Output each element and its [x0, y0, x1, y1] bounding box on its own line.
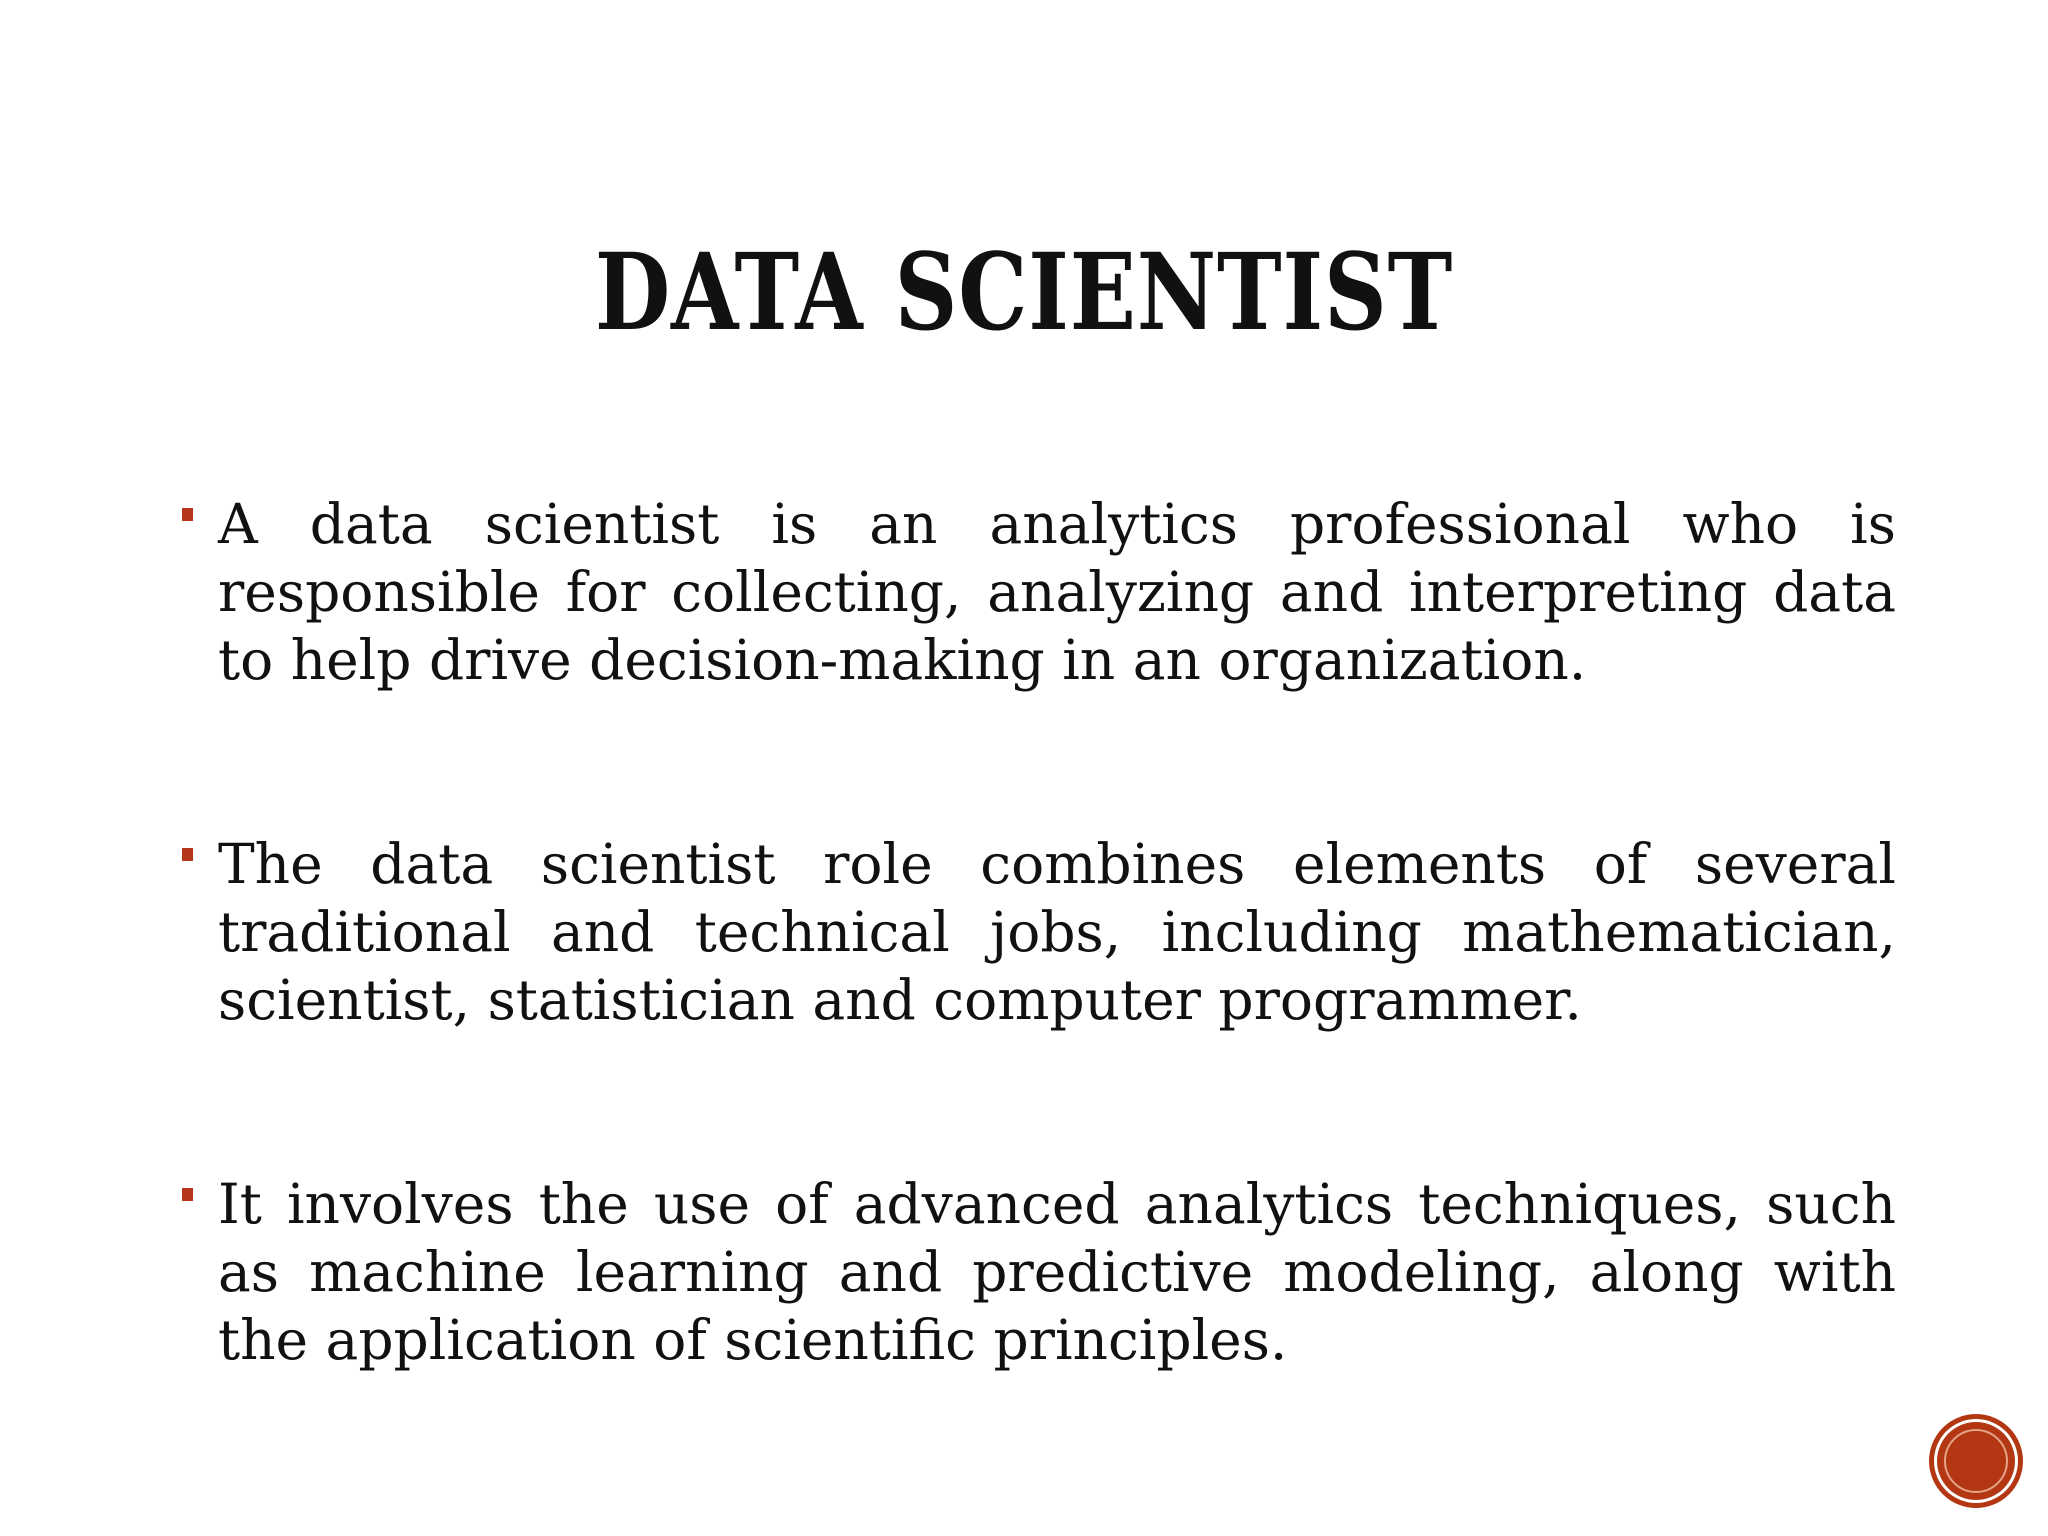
bullet-text: The data scientist role combines elements of several traditional and technical jobs, including mathematician, scientist, statistician and computer programmer.	[218, 832, 1896, 1032]
bullet-item	[176, 1170, 1896, 1374]
square-bullet-icon	[182, 1188, 193, 1201]
bullet-text: It involves the use of advanced analytics techniques, such as machine learning and predictive modeling, along with the application of scientific principles.	[218, 1172, 1896, 1372]
square-bullet-icon	[182, 508, 193, 521]
bullet-item	[176, 830, 1896, 1034]
slide-title: DATA SCIENTIST	[594, 229, 1454, 354]
bullet-list	[176, 490, 1896, 1374]
bullet-item	[176, 490, 1896, 694]
bullet-text: A data scientist is an analytics professional who is responsible for collecting, analyzing and interpreting data to help drive decision-making in an organization.	[218, 492, 1896, 692]
circle-nav-button[interactable]	[1934, 1419, 2018, 1503]
square-bullet-icon	[182, 848, 193, 861]
